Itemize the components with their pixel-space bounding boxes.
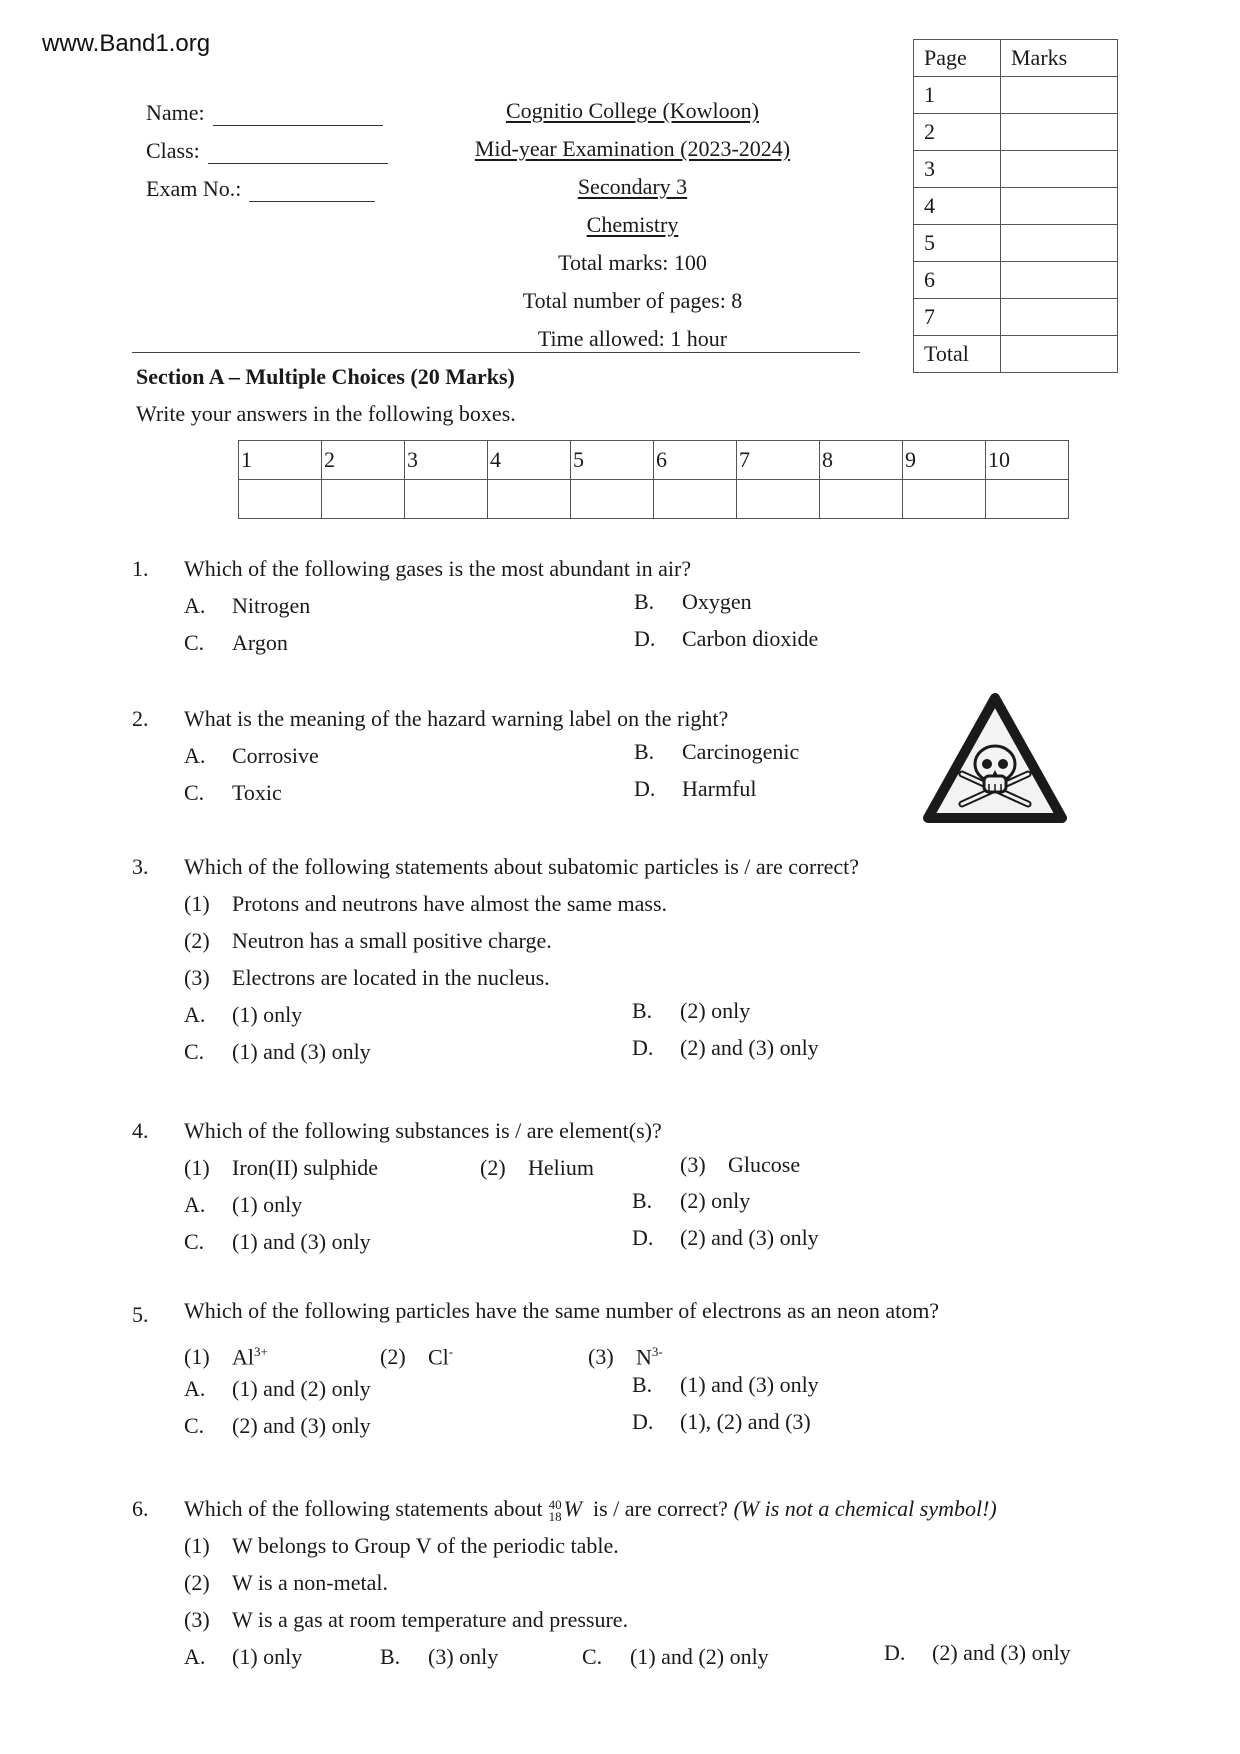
exam-title: Mid-year Examination (2023-2024) [474, 136, 791, 161]
question-4 [132, 1112, 1132, 1260]
answer-number: 9 [903, 441, 986, 480]
answer-box[interactable] [322, 480, 405, 519]
isotope-notation: 40 18 [548, 1496, 562, 1524]
option-d: D. (2) and (3) only [884, 1640, 1071, 1665]
question-1 [132, 550, 1132, 661]
option-d: D. (2) and (3) only [632, 1035, 819, 1060]
question-6 [132, 1490, 1132, 1675]
option-d: D. (2) and (3) only [632, 1225, 819, 1250]
option-b: B. (2) only [632, 1188, 751, 1213]
answer-number: 5 [571, 441, 654, 480]
question-number: 5. [132, 1302, 149, 1327]
option-a: A. Corrosive [184, 743, 319, 768]
answer-box[interactable] [654, 480, 737, 519]
option-c: C. (1) and (3) only [184, 1229, 371, 1254]
option-c: C. (2) and (3) only [184, 1413, 371, 1438]
answer-numbers-row [239, 441, 1069, 480]
name-label: Name: [146, 100, 205, 125]
question-stem: Which of the following substances is / are element(s)? [184, 1118, 662, 1143]
section-title: Section A – Multiple Choices (20 Marks) [136, 364, 515, 389]
question-number: 6. [132, 1496, 149, 1521]
table-row [914, 262, 1118, 299]
marks-table [913, 39, 1118, 373]
question-stem: Which of the following particles have the same number of electrons as an neon atom? [184, 1298, 940, 1323]
answer-number: 4 [488, 441, 571, 480]
name-field [146, 100, 383, 126]
option-a: A. (1) and (2) only [184, 1376, 371, 1401]
option-c: C. (1) and (3) only [184, 1039, 371, 1064]
marks-cell[interactable] [1001, 114, 1118, 151]
table-row [914, 77, 1118, 114]
statement-2: (2) W is a non-metal. [184, 1570, 388, 1595]
total-marks: Total marks: 100 [558, 250, 707, 275]
option-d: D. Harmful [634, 776, 757, 801]
question-stem [184, 1490, 997, 1527]
statement-1: (1) Protons and neutrons have almost the same mass. [184, 891, 668, 916]
marks-cell[interactable] [1001, 151, 1118, 188]
statement-3: (3) Glucose [680, 1152, 801, 1177]
page-number: 2 [914, 114, 1001, 151]
total-pages: Total number of pages: 8 [522, 288, 743, 313]
page-number: 3 [914, 151, 1001, 188]
marks-cell[interactable] [1001, 77, 1118, 114]
marks-table-header [914, 40, 1118, 77]
answer-box[interactable] [903, 480, 986, 519]
statement-2: (2) Neutron has a small positive charge. [184, 928, 552, 953]
class-label: Class: [146, 138, 200, 163]
exam-no-label: Exam No.: [146, 176, 242, 201]
option-a: A. Nitrogen [184, 593, 311, 618]
question-5 [132, 1296, 1132, 1444]
answer-number: 2 [322, 441, 405, 480]
page-number: 1 [914, 77, 1001, 114]
statement-2: (2) Cl- [380, 1344, 454, 1370]
question-stem: Which of the following gases is the most abundant in air? [184, 556, 692, 581]
exam-header [440, 92, 825, 358]
option-b: B. Oxygen [634, 589, 752, 614]
statement-2: (2) Helium [480, 1155, 594, 1180]
answer-number: 7 [737, 441, 820, 480]
table-row [914, 188, 1118, 225]
option-c: C. (1) and (2) only [582, 1644, 769, 1669]
option-d: D. Carbon dioxide [634, 626, 819, 651]
table-row [914, 114, 1118, 151]
statement-3: (3) $N^{3-}$ [588, 1344, 663, 1370]
statement-1: (1) W belongs to Group V of the periodic table. [184, 1533, 619, 1558]
name-input-line[interactable] [213, 105, 383, 126]
question-number: 1. [132, 556, 149, 581]
page-header: Page [914, 40, 1001, 77]
total-marks-cell[interactable] [1001, 336, 1118, 373]
marks-cell[interactable] [1001, 188, 1118, 225]
page-number: 7 [914, 299, 1001, 336]
question-stem: What is the meaning of the hazard warning label on the right? [184, 706, 729, 731]
answer-number: 10 [986, 441, 1069, 480]
option-a: A. (1) only [184, 1644, 303, 1669]
table-row [914, 336, 1118, 373]
answer-inputs-row [239, 480, 1069, 519]
isotope-symbol: W [563, 1496, 582, 1521]
total-label: Total [914, 336, 1001, 373]
marks-cell[interactable] [1001, 225, 1118, 262]
time-allowed: Time allowed: 1 hour [537, 326, 728, 351]
page-number: 6 [914, 262, 1001, 299]
answer-box[interactable] [239, 480, 322, 519]
answer-box[interactable] [986, 480, 1069, 519]
subject: Chemistry [586, 212, 679, 237]
exam-no-field [146, 176, 375, 202]
stem-text: is / are correct? [592, 1496, 728, 1521]
question-number: 3. [132, 854, 149, 879]
stem-note: (W is not a chemical symbol!) [733, 1496, 997, 1521]
answer-box[interactable] [488, 480, 571, 519]
exam-no-input-line[interactable] [249, 181, 375, 202]
answer-box[interactable] [405, 480, 488, 519]
page-number: 5 [914, 225, 1001, 262]
page-number: 4 [914, 188, 1001, 225]
option-c: C. Argon [184, 630, 288, 655]
statement-1: (1) $Al^{3+}$ [184, 1344, 268, 1370]
watermark: www.Band1.org [42, 30, 211, 57]
option-d: D. (1), (2) and (3) [632, 1409, 811, 1434]
section-instruction: Write your answers in the following boxes. [136, 401, 516, 426]
question-3 [132, 848, 1132, 1070]
header-divider [132, 352, 860, 353]
stem-text: Which of the following statements about [184, 1496, 543, 1521]
statement-3: (3) Electrons are located in the nucleus. [184, 965, 550, 990]
class-input-line[interactable] [208, 143, 388, 164]
answer-box[interactable] [571, 480, 654, 519]
answer-number: 1 [239, 441, 322, 480]
option-b: B. Carcinogenic [634, 739, 800, 764]
table-row [914, 299, 1118, 336]
answer-number: 6 [654, 441, 737, 480]
option-a: A. (1) only [184, 1192, 303, 1217]
question-stem: Which of the following statements about subatomic particles is / are correct? [184, 854, 860, 879]
question-number: 2. [132, 706, 149, 731]
question-number: 4. [132, 1118, 149, 1143]
level: Secondary 3 [577, 174, 688, 199]
option-a: A. (1) only [184, 1002, 303, 1027]
table-row [914, 225, 1118, 262]
option-b: B. (1) and (3) only [632, 1372, 819, 1397]
option-b: B. (3) only [380, 1644, 499, 1669]
school-name: Cognitio College (Kowloon) [506, 98, 759, 123]
option-c: C. Toxic [184, 780, 282, 805]
table-row [914, 151, 1118, 188]
marks-cell[interactable] [1001, 299, 1118, 336]
answer-number: 3 [405, 441, 488, 480]
answer-number: 8 [820, 441, 903, 480]
answer-boxes-table [238, 440, 1069, 519]
marks-cell[interactable] [1001, 262, 1118, 299]
option-b: B. (2) only [632, 998, 751, 1023]
statement-1: (1) Iron(II) sulphide [184, 1155, 379, 1180]
answer-box[interactable] [737, 480, 820, 519]
statement-3: (3) W is a gas at room temperature and pressure. [184, 1607, 629, 1632]
answer-box[interactable] [820, 480, 903, 519]
class-field [146, 138, 388, 164]
toxic-hazard-icon [922, 692, 1068, 826]
marks-header: Marks [1001, 40, 1118, 77]
